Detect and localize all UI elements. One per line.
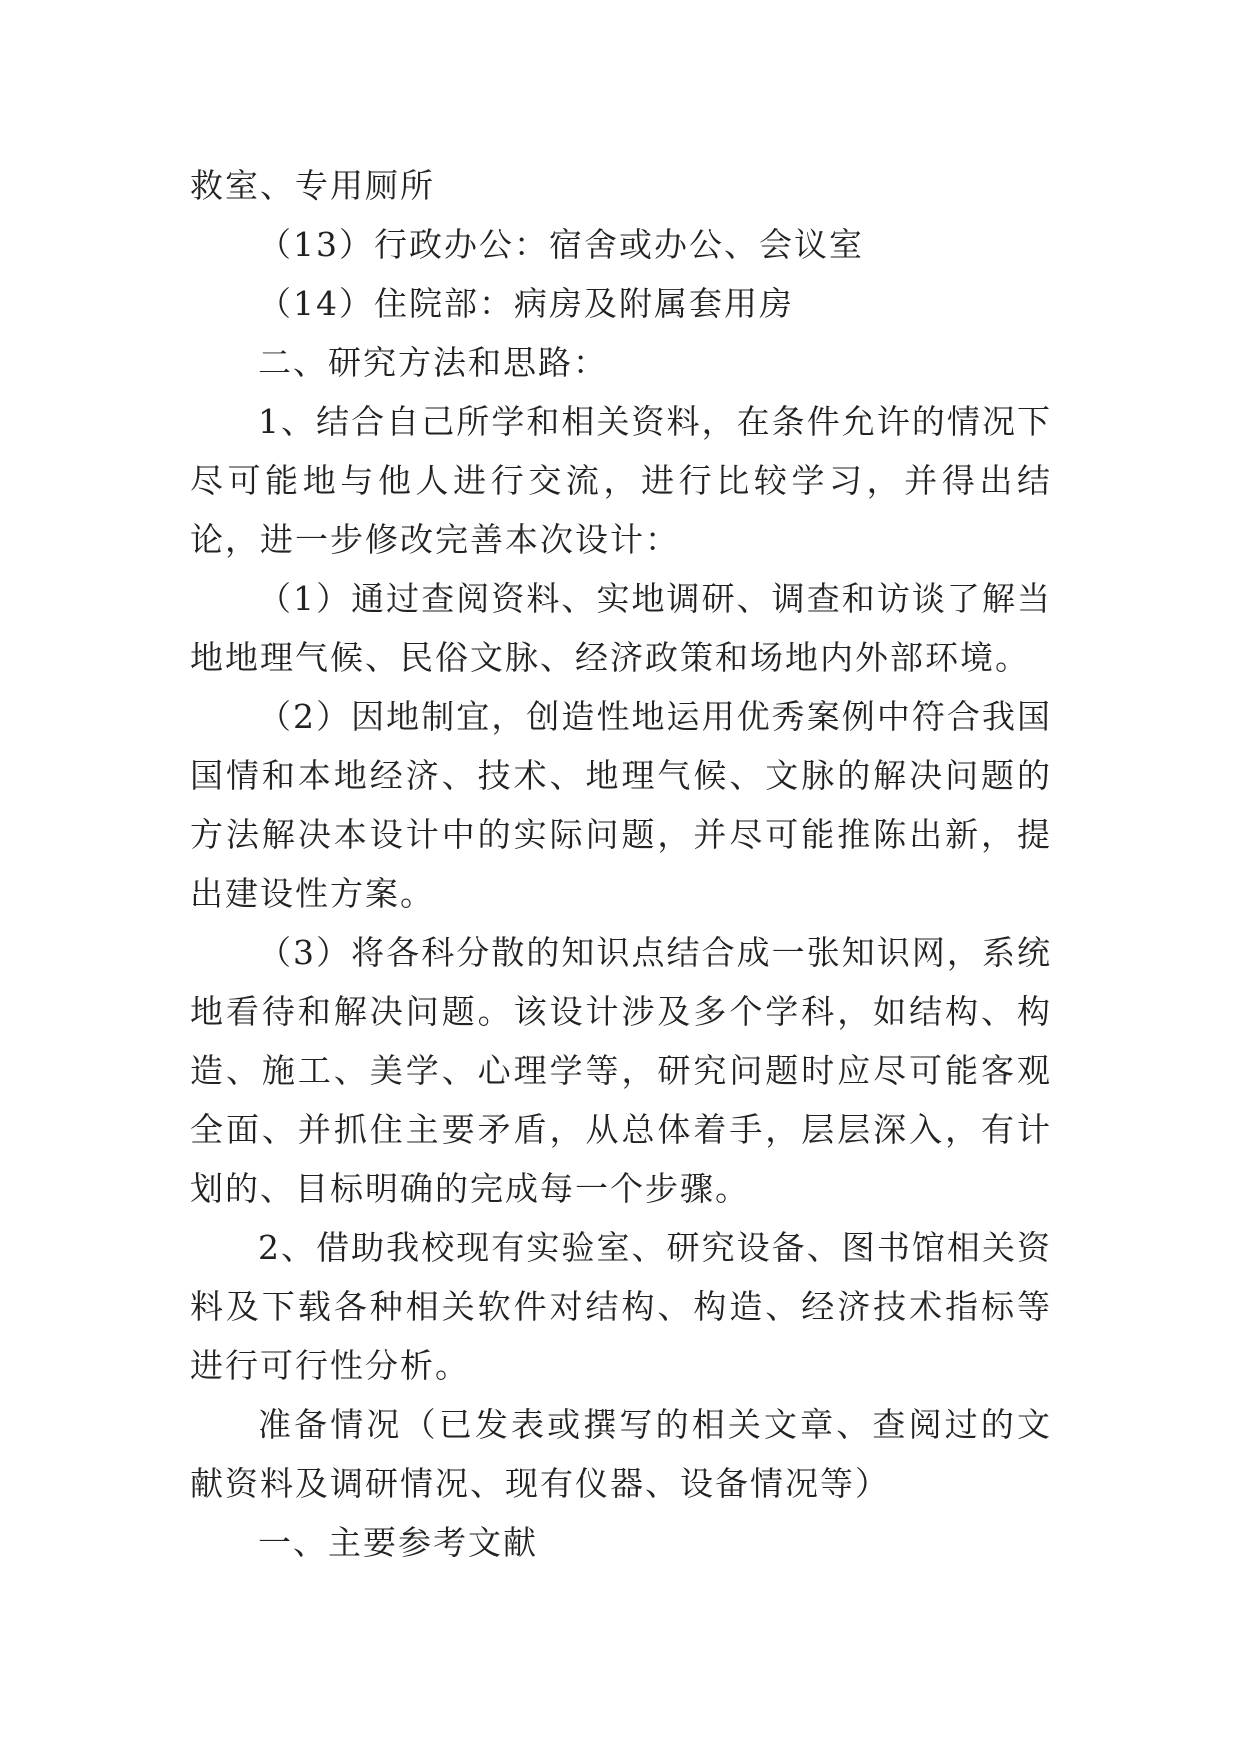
section-heading-references: 一、主要参考文献 <box>258 1523 538 1562</box>
paragraph-item-14: （14）住院部：病房及附属套用房 <box>258 284 794 323</box>
paragraph-subitem-3: （3）将各科分散的知识点结合成一张知识网，系统地看待和解决问题。该设计涉及多个学科，如结构、构造、施工、美学、心理学等，研究问题时应尽可能客观全面、并抓住主要矛盾，从总体着手，层层深入，有计划的、目标明确的完成每一个步骤。 <box>190 933 1052 1208</box>
paragraph-item-13: （13）行政办公：宿舍或办公、会议室 <box>258 225 864 264</box>
paragraph-subitem-2: （2）因地制宜，创造性地运用优秀案例中符合我国国情和本地经济、技术、地理气候、文脉的解决问题的方法解决本设计中的实际问题，并尽可能推陈出新，提出建设性方案。 <box>190 697 1052 913</box>
document-body <box>190 156 1052 1572</box>
section-heading-methods: 二、研究方法和思路： <box>258 343 608 382</box>
paragraph-subitem-1: （1）通过查阅资料、实地调研、调查和访谈了解当地地理气候、民俗文脉、经济政策和场地内外部环境。 <box>190 579 1052 677</box>
paragraph-continuation: 救室、专用厕所 <box>190 166 435 205</box>
paragraph-method-1: 1、结合自己所学和相关资料，在条件允许的情况下尽可能地与他人进行交流，进行比较学习，并得出结论，进一步修改完善本次设计： <box>190 402 1052 559</box>
paragraph-preparation: 准备情况（已发表或撰写的相关文章、查阅过的文献资料及调研情况、现有仪器、设备情况等） <box>190 1405 1052 1503</box>
paragraph-method-2: 2、借助我校现有实验室、研究设备、图书馆相关资料及下载各种相关软件对结构、构造、经济技术指标等进行可行性分析。 <box>190 1228 1052 1385</box>
